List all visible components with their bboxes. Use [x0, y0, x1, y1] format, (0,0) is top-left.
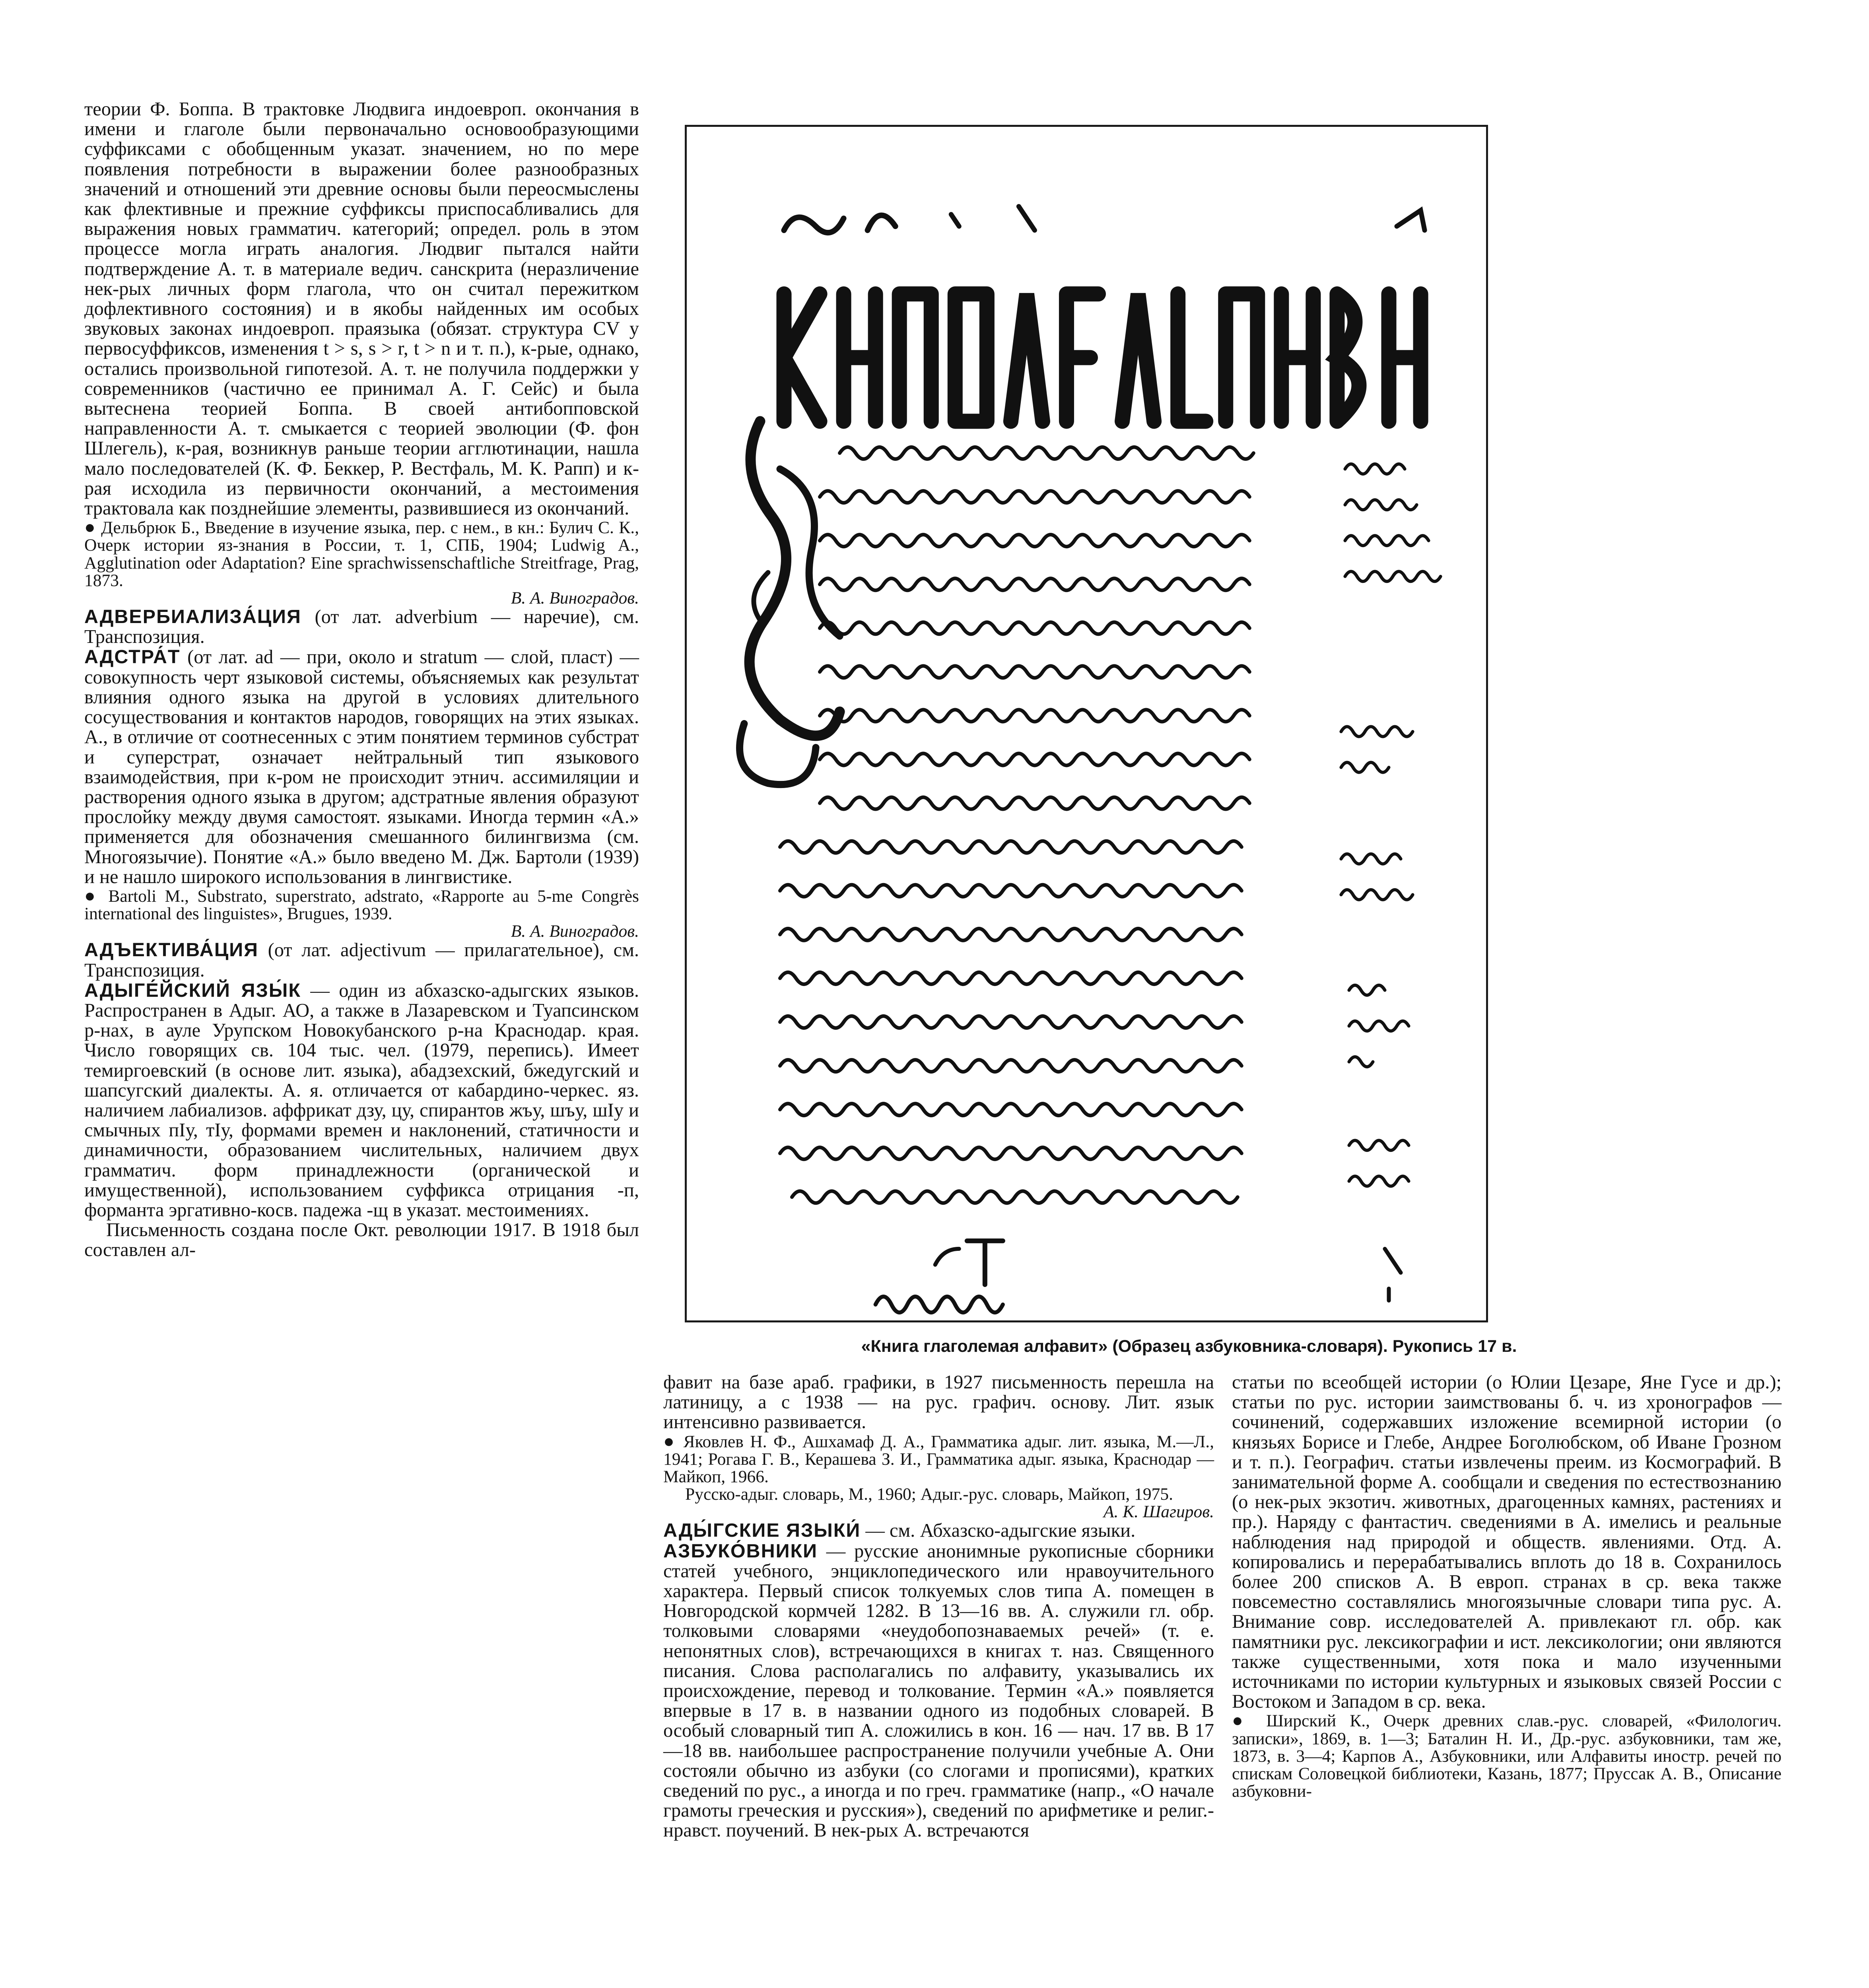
headword: АДЫГЕ́ЙСКИЙ ЯЗЫ́К	[84, 979, 301, 1001]
entry-adektivatsiya: АДЪЕКТИВА́ЦИЯ (от лат. adjectivum — прилагательное), см. Транспозиция.	[84, 939, 639, 981]
manuscript-drawing	[687, 127, 1486, 1320]
article-continuation: теории Ф. Боппа. В трактовке Людвига индоевроп. окончания в имени и глаголе были первоначально основообразующими суффиксами с обобщенным указат. значением, но по мере появления потребности в выражении более разнообразных значений и отношений эти древние основы были переосмыслены как флективные и прежние суффиксы приспосабливались для выражения новых грамматич. категорий; определ. роль в этом процессе могла играть аналогия. Людвиг пытался найти подтверждение А. т. в материале ведич. санскрита (неразличение нек-рых личных форм глагола, что он считал пережитком дофлективного состояния) и в якобы найденных им особых звуковых законах индоевроп. праязыка (обязат. структура CV у первосуффиксов, изменения t > s, s > r, t > n и т. п.), к-рые, однако, остались произвольной гипотезой. А. т. не получила поддержки у современников (частично ее принимал А. Г. Сейс) и была вытеснена теорией Боппа. В своей антибопповской направленности А. т. смыкается с теорией эволюции (Ф. фон Шлегель), к-рая, возникнув раньше теории агглютинации, нашла мало последователей (К. Ф. Беккер, Р. Вестфаль, М. К. Рапп) и к-рая исходила из первичности окончаний, а местоимения трактовала как позднейшие элементы, развившиеся из окончаний.	[84, 99, 639, 519]
column-1	[84, 99, 639, 1260]
entry-adverbializatsiya: АДВЕРБИАЛИЗА́ЦИЯ (от лат. adverbium — наречие), см. Транспозиция.	[84, 606, 639, 648]
entry-adygeyskiy-yazyk: АДЫГЕ́ЙСКИЙ ЯЗЫ́К — один из абхазско-адыгских языков. Распространен в Адыг. АО, а также в Лазаревском и Туапсинском р-нах, в ауле Урупском Новокубанского р-на Краснодар. края. Число говорящих св. 104 тыс. чел. (1979, перепись). Имеет темиргоевский (в основе лит. языка), абадзехский, бжедугский и шапсугский диалекты. А. я. отличается от кабардино-черкес. яз. наличием лабиализов. аффрикат дзу, цу, спирантов жъу, шъу, шIу и смычных пIу, тIу, формами времен и наклонений, статичности и динамичности, образованием числительных, наличием двух грамматич. форм принадлежности (органической и имущественной), использованием суффикса отрицания -п, форманта эргативно-косв. падежа -щ в указат. местоимениях.	[84, 979, 639, 1221]
headword: АДЫ́ГСКИЕ ЯЗЫКИ́	[663, 1520, 861, 1541]
headword: АДЪЕКТИВА́ЦИЯ	[84, 939, 258, 961]
headword: АЗБУКО́ВНИКИ	[663, 1540, 818, 1562]
figure-caption: «Книга глаголемая алфавит» (Образец азбуковника-словаря). Рукопись 17 в.	[861, 1337, 1517, 1356]
manuscript-illustration	[685, 125, 1488, 1322]
author-signature: В. А. Виноградов.	[511, 588, 639, 608]
bibliography: ● Дельбрюк Б., Введение в изучение языка, пер. с нем., в кн.: Булич С. К., Очерк истории яз-знания в России, т. 1, СПБ, 1904; Ludwig A., Agglutination oder Adaptation? Eine sprachwissenschaftliche Streitfrage, Prag, 1873.	[84, 517, 639, 590]
bibliography: ● Ширский К., Очерк древних слав.-рус. словарей, «Филологич. записки», 1869, в. 1—3; Баталин Н. И., Др.-рус. азбуковники, там же, 1873, в. 3—4; Карпов А., Азбуковники, или Алфавиты иностр. речей по спискам Соловецкой библиотеки, Казань, 1877; Пруссак А. В., Описание азбуковни-	[1232, 1710, 1782, 1801]
paragraph: статьи по всеобщей истории (о Юлии Цезаре, Яне Гусе и др.); статьи по рус. истории заимствованы б. ч. из хронографов — сочинений, содержавших изложение всемирной истории (о князьях Борисе и Глебе, Андрее Боголюбском, об Иване Грозном и т. п.). Географич. статьи извлечены преим. из Космографий. В занимательной форме А. сообщали и сведения по естествознанию (о нек-рых экзотич. животных, драгоценных камнях, растениях и пр.). Наряду с фантастич. сведениями в А. имелись и реальные наблюдения над природой и обществ. явлениями. Отд. А. копировались и перерабатывались вплоть до 18 в. Сохранилось более 200 списков А. В европ. странах в ср. века также повсеместно составлялись многоязычные словари типа рус. А. Внимание совр. исследователей А. привлекают гл. обр. как памятники рус. лексикографии и ист. лексикологии; они являются также существенными, хотя пока и мало изученными источниками по истории культурных и языковых связей России с Востоком и Западом в ср. века.	[1232, 1372, 1782, 1712]
bibliography: ● Bartoli M., Substrato, superstrato, adstrato, «Rapporte au 5-me Congrès international des linguistes», Brugues, 1939.	[84, 885, 639, 924]
paragraph: Письменность создана после Окт. революции 1917. В 1918 был составлен ал-	[84, 1219, 639, 1261]
headword: АДСТРА́Т	[84, 646, 181, 668]
author-signature: А. К. Шагиров.	[1103, 1502, 1214, 1522]
entry-adygskie-yazyki: АДЫ́ГСКИЕ ЯЗЫКИ́ — см. Абхазско-адыгские языки.	[663, 1520, 1136, 1541]
headword: АДВЕРБИАЛИЗА́ЦИЯ	[84, 606, 301, 628]
bibliography: Русско-адыг. словарь, М., 1960; Адыг.-рус. словарь, Майкоп, 1975.	[685, 1485, 1173, 1504]
paragraph: фавит на базе араб. графики, в 1927 письменность перешла на латиницу, а с 1938 — на рус. графич. основу. Лит. язык интенсивно развивается.	[663, 1372, 1214, 1433]
column-2	[663, 1373, 1214, 1841]
entry-azbukovniki: АЗБУКО́ВНИКИ — русские анонимные рукописные сборники статей учебного, энциклопедического или нравоучительного характера. Первый список толкуемых слов типа А. помещен в Новгородской кормчей 1282. В 13—16 вв. А. служили гл. обр. толковыми словарями «неудобопознаваемых речей» (т. е. непонятных слов), встречающихся в книгах т. наз. Священного писания. Слова располагались по алфавиту, указывались их происхождение, перевод и толкование. Термин «А.» появляется впервые в 17 в. в названии одного из подобных словарей. В особый словарный тип А. сложились в кон. 16 — нач. 17 вв. В 17—18 вв. наибольшее распространение получили учебные А. Они состояли обычно из азбуки (со слогами и прописями), кратких сведений по рус., а иногда и по греч. грамматике (напр., «О начале грамоты греческия и русския»), сведений по арифметике и религ.-нравст. поучений. В нек-рых А. встречаются	[663, 1540, 1214, 1841]
bibliography: ● Яковлев Н. Ф., Ашхамаф Д. А., Грамматика адыг. лит. языка, М.—Л., 1941; Рогава Г. В., Керашева З. И., Грамматика адыг. языка, Краснодар — Майкоп, 1966.	[663, 1431, 1214, 1487]
entry-adstrat: АДСТРА́Т (от лат. ad — при, около и stratum — слой, пласт) — совокупность черт языковой системы, объясняемых как результат влияния одного языка на другой в условиях длительного сосуществования и контактов народов, говорящих на этих языках. А., в отличие от соотнесенных с этим понятием терминов субстрат и суперстрат, означает нейтральный тип языкового взаимодействия, при к-ром не происходит этнич. ассимиляции и растворения одного языка в другом; адстратные явления образуют прослойку между двумя самостоят. языками. Иногда термин «А.» применяется для обозначения смешанного билингвизма (см. Многоязычие). Понятие «А.» было введено М. Дж. Бартоли (1939) и не нашло широкого использования в лингвистике.	[84, 646, 639, 887]
author-signature: В. А. Виноградов.	[511, 922, 639, 941]
column-3	[1232, 1373, 1782, 1800]
